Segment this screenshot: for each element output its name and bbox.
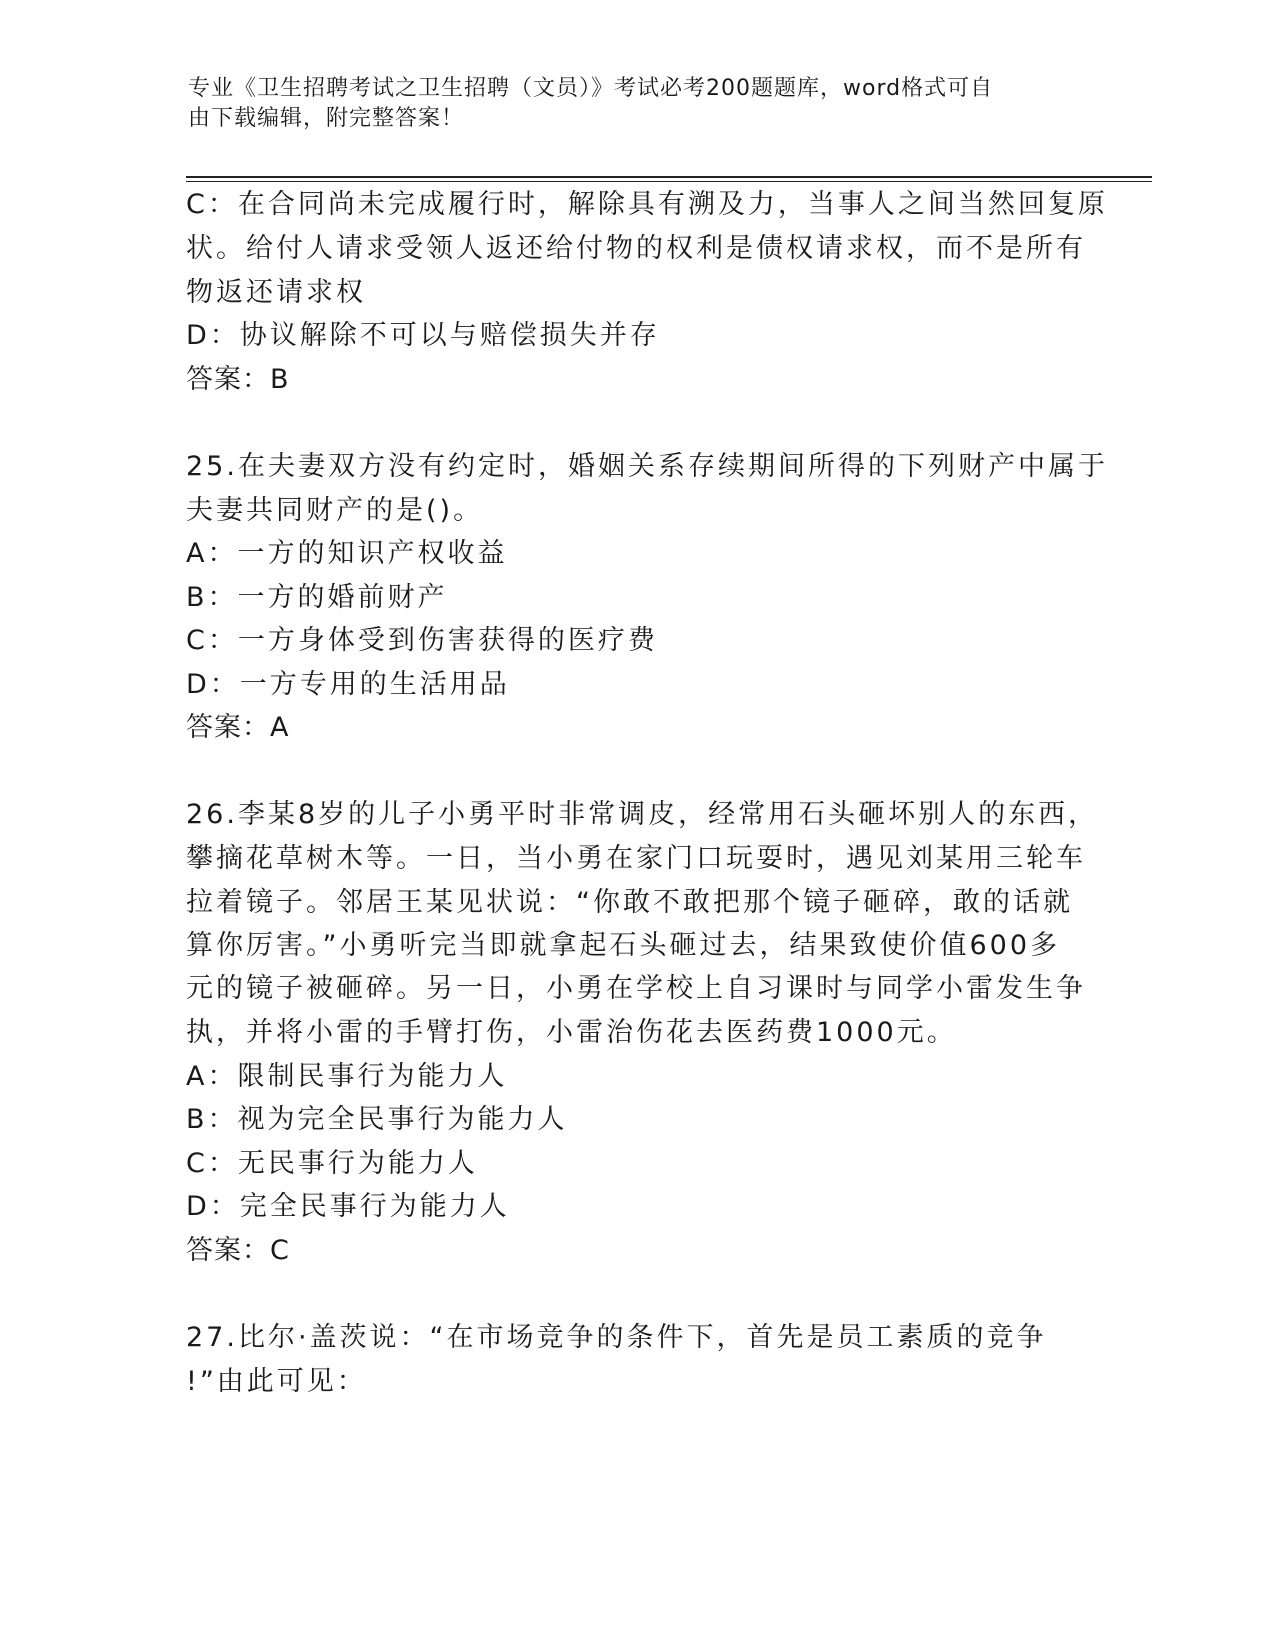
- q26-stem-line: 算你厉害。”小勇听完当即就拿起石头砸过去，结果致使价值600多: [186, 930, 1061, 961]
- q26-answer: 答案：C: [186, 1235, 290, 1266]
- q26-option-d: D：完全民事行为能力人: [186, 1191, 510, 1222]
- q26-stem-line: 拉着镜子。邻居王某见状说：“你敢不敢把那个镜子砸碎，敢的话就: [186, 887, 1073, 918]
- q27-stem-line: 27.比尔·盖茨说：“在市场竞争的条件下，首先是员工素质的竞争: [186, 1322, 1047, 1353]
- q26-stem-line: 攀摘花草树木等。一日，当小勇在家门口玩耍时，遇见刘某用三轮车: [186, 843, 1086, 874]
- q25-option-c: C：一方身体受到伤害获得的医疗费: [186, 625, 658, 656]
- q25-answer: 答案：A: [186, 712, 290, 743]
- header-divider-thin: [186, 181, 1152, 182]
- q27-stem-line: !”由此可见：: [186, 1366, 367, 1397]
- q24-option-c-line: C：在合同尚未完成履行时，解除具有溯及力，当事人之间当然回复原: [186, 189, 1108, 220]
- q26-option-b: B：视为完全民事行为能力人: [186, 1104, 568, 1135]
- q24-option-c-line: 物返还请求权: [186, 277, 366, 308]
- q25-stem-line: 夫妻共同财产的是()。: [186, 495, 484, 526]
- q26-stem-line: 执，并将小雷的手臂打伤，小雷治伤花去医药费1000元。: [186, 1017, 957, 1048]
- q26-option-c: C：无民事行为能力人: [186, 1148, 478, 1179]
- q25-option-a: A：一方的知识产权收益: [186, 538, 508, 569]
- header-divider: [186, 176, 1152, 178]
- q26-option-a: A：限制民事行为能力人: [186, 1061, 508, 1092]
- q26-stem-line: 元的镜子被砸碎。另一日，小勇在学校上自习课时与同学小雷发生争: [186, 973, 1086, 1004]
- q24-answer: 答案：B: [186, 364, 290, 395]
- q25-stem-line: 25.在夫妻双方没有约定时，婚姻关系存续期间所得的下列财产中属于: [186, 451, 1108, 482]
- q26-stem-line: 26.李某8岁的儿子小勇平时非常调皮，经常用石头砸坏别人的东西，: [186, 799, 1099, 830]
- q24-option-c-line: 状。给付人请求受领人返还给付物的权利是债权请求权，而不是所有: [186, 233, 1086, 264]
- q25-option-b: B：一方的婚前财产: [186, 582, 448, 613]
- q24-option-d: D：协议解除不可以与赔偿损失并存: [186, 320, 660, 351]
- header-line: 由下载编辑，附完整答案！: [188, 106, 465, 131]
- q25-option-d: D：一方专用的生活用品: [186, 669, 510, 700]
- header-line: 专业《卫生招聘考试之卫生招聘（文员）》考试必考200题题库，word格式可自: [188, 76, 994, 101]
- page-header: [188, 74, 1068, 134]
